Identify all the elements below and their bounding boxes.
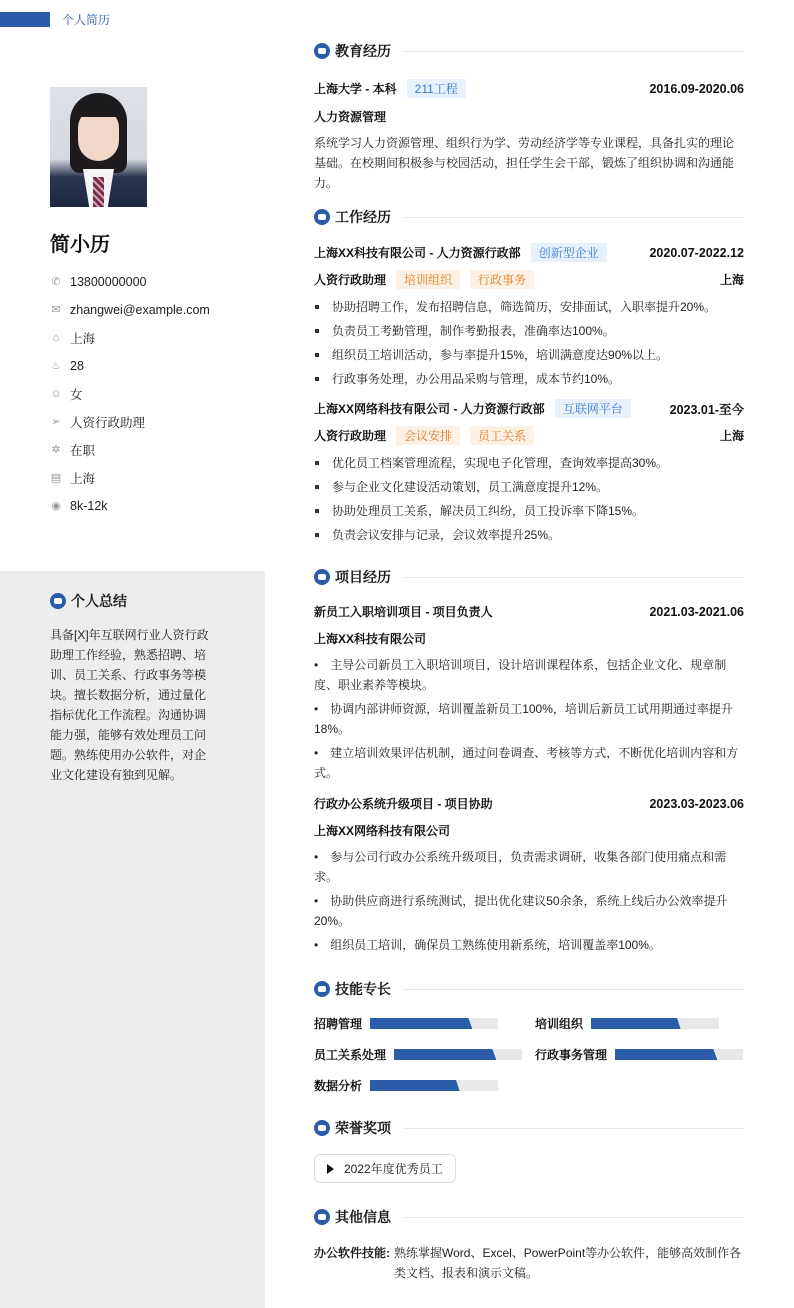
header-label: 个人简历 bbox=[62, 13, 111, 27]
main-content bbox=[314, 41, 744, 1283]
skill-item bbox=[314, 1046, 535, 1063]
skills-title bbox=[314, 979, 744, 999]
job-tag: 培训组织 bbox=[396, 270, 460, 289]
summary-title-text: 个人总结 bbox=[71, 593, 127, 609]
info-location bbox=[50, 324, 210, 352]
avatar-photo bbox=[50, 87, 147, 207]
projects-title bbox=[314, 567, 744, 587]
other-value: 熟练掌握Word、Excel、PowerPoint等办公软件，能够高效制作各类文档、报表和演示文稿。 bbox=[394, 1246, 742, 1280]
profile-name: 简小历 bbox=[50, 234, 110, 256]
projects-title-text: 项目经历 bbox=[335, 569, 391, 585]
skill-bar-fill bbox=[591, 1018, 681, 1029]
job-date: 2023.01-至今 bbox=[669, 402, 744, 417]
skill-name: 培训组织 bbox=[535, 1017, 584, 1031]
project-name: 行政办公系统升级项目 - 项目协助 bbox=[314, 797, 493, 811]
info-status bbox=[50, 436, 210, 464]
project-bullets bbox=[314, 655, 744, 783]
cake-icon: ♨ bbox=[51, 360, 61, 372]
skill-item bbox=[314, 1077, 535, 1094]
building-icon: ▤ bbox=[50, 472, 62, 484]
project-date: 2023.03-2023.06 bbox=[649, 796, 744, 811]
education-title bbox=[314, 41, 744, 61]
major: 人力资源管理 bbox=[314, 110, 387, 124]
skill-bar bbox=[591, 1018, 719, 1029]
salary-icon: ◉ bbox=[51, 500, 61, 512]
divider bbox=[403, 51, 744, 52]
skill-bar-fill bbox=[394, 1049, 496, 1060]
list-item: 组织员工培训活动，参与率提升15%，培训满意度达90%以上。 bbox=[314, 345, 744, 365]
play-triangle-icon bbox=[327, 1164, 334, 1174]
divider bbox=[403, 577, 744, 578]
other-key: 办公软件技能: bbox=[314, 1246, 390, 1260]
summary-section bbox=[50, 591, 215, 785]
position-value: 人资行政助理 bbox=[70, 416, 146, 430]
job-company-tag: 创新型企业 bbox=[531, 243, 607, 262]
other-item bbox=[314, 1243, 744, 1283]
divider bbox=[403, 217, 744, 218]
work-title bbox=[314, 207, 744, 227]
list-item: 负责会议安排与记录，会议效率提升25%。 bbox=[314, 525, 744, 545]
project-header bbox=[314, 795, 744, 812]
award-item[interactable] bbox=[314, 1154, 456, 1183]
list-item: • 组织员工培训，确保员工熟练使用新系统，培训覆盖率100%。 bbox=[314, 938, 661, 952]
phone-icon: ✆ bbox=[51, 276, 61, 288]
email-value: zhangwei@example.com bbox=[70, 303, 210, 317]
skill-bar-fill bbox=[370, 1018, 472, 1029]
job-role: 人资行政助理 bbox=[314, 273, 387, 287]
list-item: • 协调内部讲师资源，培训覆盖新员工100%，培训后新员工试用期通过率提升18%。 bbox=[314, 702, 733, 736]
list-item: • 参与公司行政办公系统升级项目，负责需求调研，收集各部门使用痛点和需求。 bbox=[314, 850, 727, 884]
skill-name: 数据分析 bbox=[314, 1079, 363, 1093]
graduation-cap-icon bbox=[314, 43, 330, 59]
job-role-row bbox=[314, 426, 744, 445]
profile-info-list bbox=[50, 268, 210, 520]
award-icon bbox=[314, 1120, 330, 1136]
education-date: 2016.09-2020.06 bbox=[649, 81, 744, 96]
grid-icon bbox=[314, 569, 330, 585]
list-item: • 建立培训效果评估机制，通过问卷调查、考核等方式，不断优化培训内容和方式。 bbox=[314, 746, 739, 780]
skill-bar bbox=[370, 1080, 498, 1091]
job-bullets bbox=[314, 297, 744, 389]
work-title-text: 工作经历 bbox=[335, 209, 391, 225]
job-item bbox=[314, 399, 744, 545]
info-email bbox=[50, 296, 210, 324]
job-header bbox=[314, 243, 744, 262]
job-tag: 行政事务 bbox=[470, 270, 534, 289]
school-tag: 211工程 bbox=[407, 79, 466, 98]
job-bullets bbox=[314, 453, 744, 545]
info-salary bbox=[50, 492, 210, 520]
status-value: 在职 bbox=[70, 444, 96, 458]
work-city-value: 上海 bbox=[70, 472, 96, 486]
skill-bar-fill bbox=[370, 1080, 460, 1091]
list-item: 协助处理员工关系，解决员工纠纷，员工投诉率下降15%。 bbox=[314, 501, 744, 521]
list-item: 参与企业文化建设活动策划，员工满意度提升12%。 bbox=[314, 477, 744, 497]
info-position bbox=[50, 408, 210, 436]
divider bbox=[403, 989, 744, 990]
education-header bbox=[314, 79, 744, 98]
skills-grid bbox=[314, 1015, 744, 1094]
project-bullets bbox=[314, 847, 744, 955]
honors-title-text: 荣誉奖项 bbox=[335, 1120, 391, 1136]
summary-text: 具备[X]年互联网行业人资行政助理工作经验，熟悉招聘、培训、员工关系、行政事务等模块。擅长数据分析，通过量化指标优化工作流程。沟通协调能力强，能够有效处理员工问题。熟练使用办公软件，对企业文化建设有独到见解。 bbox=[50, 628, 209, 782]
skill-name: 员工关系处理 bbox=[314, 1048, 387, 1062]
skill-bar bbox=[615, 1049, 743, 1060]
education-title-text: 教育经历 bbox=[335, 43, 391, 59]
job-tag: 会议安排 bbox=[396, 426, 460, 445]
gender-value: 女 bbox=[70, 388, 83, 402]
job-role: 人资行政助理 bbox=[314, 429, 387, 443]
list-item: 协助招聘工作，发布招聘信息，筛选简历，安排面试，入职率提升20%。 bbox=[314, 297, 744, 317]
list-item: • 主导公司新员工入职培训项目，设计培训课程体系，包括企业文化、规章制度、职业素养等模块。 bbox=[314, 658, 727, 692]
gender-icon: ☺ bbox=[50, 388, 62, 400]
header-accent-bar bbox=[0, 12, 50, 27]
list-item: 负责员工考勤管理，制作考勤报表，准确率达100%。 bbox=[314, 321, 744, 341]
info-icon bbox=[314, 1209, 330, 1225]
skill-name: 招聘管理 bbox=[314, 1017, 363, 1031]
honors-title bbox=[314, 1118, 744, 1138]
list-item: • 协助供应商进行系统测试，提出优化建议50余条，系统上线后办公效率提升20%。 bbox=[314, 894, 728, 928]
skill-name: 行政事务管理 bbox=[535, 1048, 608, 1062]
salary-value: 8k-12k bbox=[70, 499, 108, 513]
send-icon: ➢ bbox=[51, 416, 61, 428]
job-city: 上海 bbox=[719, 429, 744, 443]
project-date: 2021.03-2021.06 bbox=[649, 604, 744, 619]
other-title-text: 其他信息 bbox=[335, 1209, 391, 1225]
award-label: 2022年度优秀员工 bbox=[344, 1162, 443, 1176]
job-city: 上海 bbox=[719, 273, 744, 287]
info-gender bbox=[50, 380, 210, 408]
skill-bar-fill bbox=[615, 1049, 717, 1060]
skill-item bbox=[314, 1015, 535, 1032]
age-value: 28 bbox=[70, 359, 84, 373]
location-value: 上海 bbox=[70, 332, 96, 346]
info-work-city bbox=[50, 464, 210, 492]
home-icon: ⌂ bbox=[52, 332, 60, 344]
education-desc: 系统学习人力资源管理、组织行为学、劳动经济学等专业课程，具备扎实的理论基础。在校期间积极参与校园活动，担任学生会干部，锻炼了组织协调和沟通能力。 bbox=[314, 136, 735, 190]
bar-chart-icon bbox=[314, 981, 330, 997]
info-age bbox=[50, 352, 210, 380]
skill-bar bbox=[394, 1049, 522, 1060]
job-item bbox=[314, 243, 744, 389]
briefcase-icon bbox=[314, 209, 330, 225]
list-item: 行政事务处理，办公用品采购与管理，成本节约10%。 bbox=[314, 369, 744, 389]
skill-bar bbox=[370, 1018, 498, 1029]
job-role-row bbox=[314, 270, 744, 289]
project-company: 上海XX科技有限公司 bbox=[314, 632, 427, 646]
job-header bbox=[314, 399, 744, 418]
job-company-tag: 互联网平台 bbox=[555, 399, 631, 418]
skill-item bbox=[535, 1046, 744, 1063]
skill-item bbox=[535, 1015, 744, 1032]
divider bbox=[139, 601, 215, 602]
project-header bbox=[314, 603, 744, 620]
job-company: 上海XX网络科技有限公司 - 人力资源行政部 bbox=[314, 402, 545, 416]
mail-icon: ✉ bbox=[51, 304, 61, 316]
project-name: 新员工入职培训项目 - 项目负责人 bbox=[314, 605, 493, 619]
job-date: 2020.07-2022.12 bbox=[649, 245, 744, 260]
divider bbox=[403, 1128, 744, 1129]
divider bbox=[403, 1217, 744, 1218]
job-tag: 员工关系 bbox=[470, 426, 534, 445]
project-item bbox=[314, 603, 744, 783]
other-title bbox=[314, 1207, 744, 1227]
info-phone bbox=[50, 268, 210, 296]
list-item: 优化员工档案管理流程，实现电子化管理，查询效率提高30%。 bbox=[314, 453, 744, 473]
skills-title-text: 技能专长 bbox=[335, 981, 391, 997]
phone-value: 13800000000 bbox=[70, 275, 147, 289]
summary-title bbox=[50, 591, 215, 611]
job-company: 上海XX科技有限公司 - 人力资源行政部 bbox=[314, 246, 521, 260]
project-company: 上海XX网络科技有限公司 bbox=[314, 824, 451, 838]
project-item bbox=[314, 795, 744, 955]
user-icon bbox=[50, 593, 66, 609]
school-name: 上海大学 - 本科 bbox=[314, 82, 397, 96]
status-icon: ✲ bbox=[51, 444, 61, 456]
